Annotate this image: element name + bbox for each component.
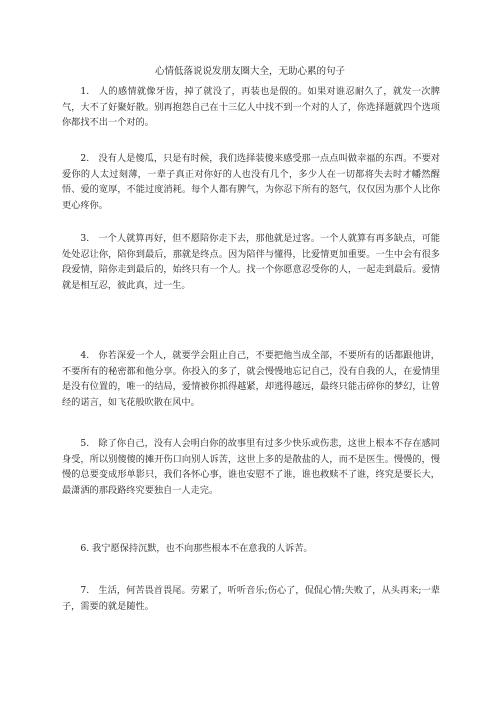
paragraph-4: 4. 你若深爱一个人，就要学会阻止自己，不要把他当成全部，不要所有的话都跟他讲，不要所有的秘密都和他分享。你投入的多了，就会慢慢地忘记自己，没有自我的人，在爱情里是没有位置的，唯一的结局，爱情被你抓得越紧，却逃得越远，最终只能击碎你的梦幻，让曾经的诺言，如飞花般吹散在风中。 [62,350,440,408]
paragraph-3: 3. 一个人就算再好，但不愿陪你走下去，那他就是过客。一个人就算有再多缺点，可能处处忍让你，陪你到最后，那就是终点。因为陪伴与懂得，比爱情更加重要。一生中会有很多段爱情，陪你走到最后的，始终只有一个人。找一个你愿意忍受你的人，一起走到最后。爱情就是相互忍，彼此真，过一生。 [62,233,440,291]
document-title: 心情低落说说发朋友圈大全，无助心累的句子 [154,66,345,77]
paragraph-2: 2. 没有人是傻瓜，只是有时候，我们选择装傻来感受那一点点叫做幸福的东西。不要对爱你的人太过刻薄，一辈子真正对你好的人也没有几个，多少人在一切都将失去时才幡然醒悟、爱的宽厚，不能过度消耗。每个人都有脾气，为你忍下所有的怒气，仅仅因为那个人比你更心疼你。 [62,153,440,211]
paragraph-6: 6. 我宁愿保持沉默，也不向那些根本不在意我的人诉苦。 [80,543,313,554]
paragraph-5: 5. 除了你自己，没有人会明白你的故事里有过多少快乐或伤悲，这世上根本不存在感同身受，所以别傻傻的摊开伤口向别人诉苦，这世上多的是散盐的人，而不是医生。慢慢的，慢慢的总要变成形单影只，我们各怀心事，谁也安慰不了谁，谁也救赎不了谁，终究是要长大，最潇洒的那段路终究要独自一人走完。 [62,438,440,496]
paragraph-7: 7. 生活，何苦畏首畏尾。劳累了，听听音乐;伤心了，侃侃心情;失败了，从头再来;一辈子，需要的就是随性。 [62,585,440,612]
paragraph-1: 1. 人的感情就像牙齿，掉了就没了，再装也是假的。如果对谁忍耐久了，就发一次脾气，大不了好聚好散。别再抱怨自己在十三亿人中找不到一个对的人了，你选择题就四个选项你都找不出一个对的。 [62,86,440,128]
